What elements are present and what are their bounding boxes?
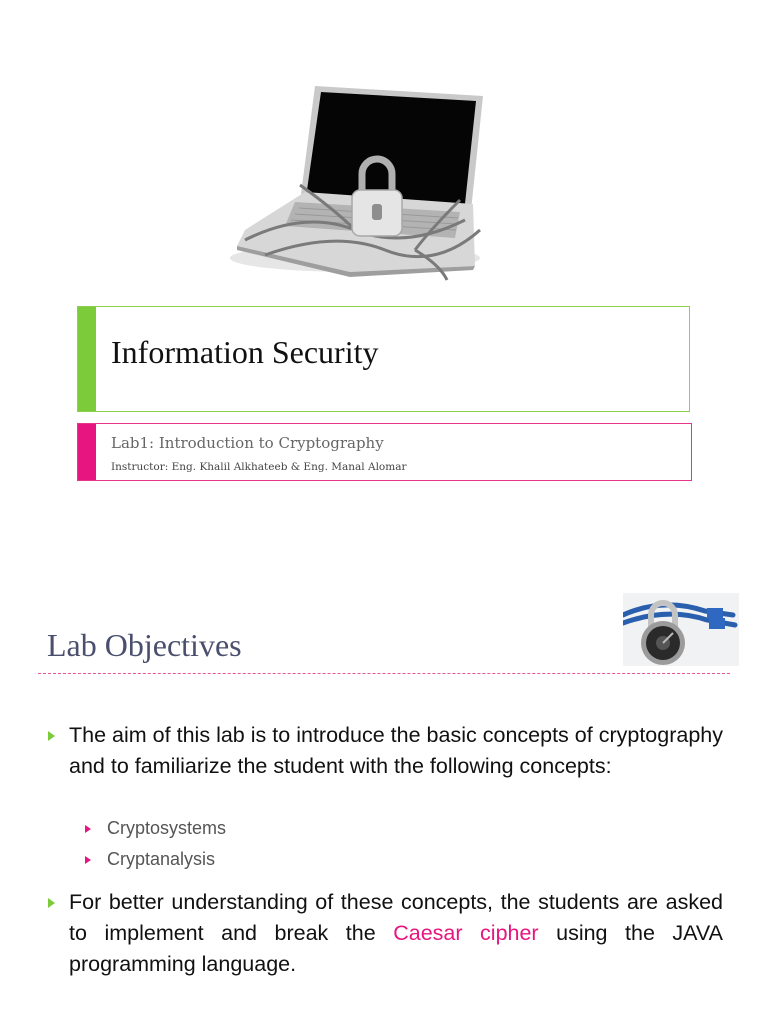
- sub-item-cryptanalysis: Cryptanalysis: [107, 849, 216, 869]
- bullet-arrow-icon: [48, 898, 55, 908]
- laptop-lock-image: [215, 80, 505, 290]
- bullet-arrow-icon: [48, 731, 55, 741]
- title-box: [77, 306, 690, 412]
- heading-divider: [38, 673, 730, 674]
- subtitle-accent-bar: [78, 424, 96, 480]
- bullet-2-text-end: using the JAVA programming language.: [69, 921, 724, 976]
- title-accent-bar: [78, 307, 96, 411]
- padlock-cable-image: [623, 593, 739, 666]
- objective-bullet-2: [69, 887, 723, 980]
- sub-bullet-arrow-icon: [85, 825, 91, 833]
- instructor-line: Instructor: Eng. Khalil Alkhateeb & Eng. Manal Alomar: [111, 461, 407, 473]
- sub-item-cryptosystems: Cryptosystems: [107, 818, 227, 838]
- caesar-cipher-highlight: Caesar cipher: [393, 921, 539, 945]
- slide-title: Information Security: [111, 334, 379, 370]
- subtitle-box: [77, 423, 692, 481]
- lab-title: Lab1: Introduction to Cryptography: [111, 434, 384, 452]
- objective-bullet-1: The aim of this lab is to introduce the basic concepts of cryptography and to familiarize the student with the following concepts:: [69, 723, 723, 778]
- sub-bullet-arrow-icon: [85, 856, 91, 864]
- objectives-heading: Lab Objectives: [47, 627, 242, 663]
- bullet-2-text-start: For better understanding of these concepts, the students are asked to implement and break the: [69, 890, 723, 945]
